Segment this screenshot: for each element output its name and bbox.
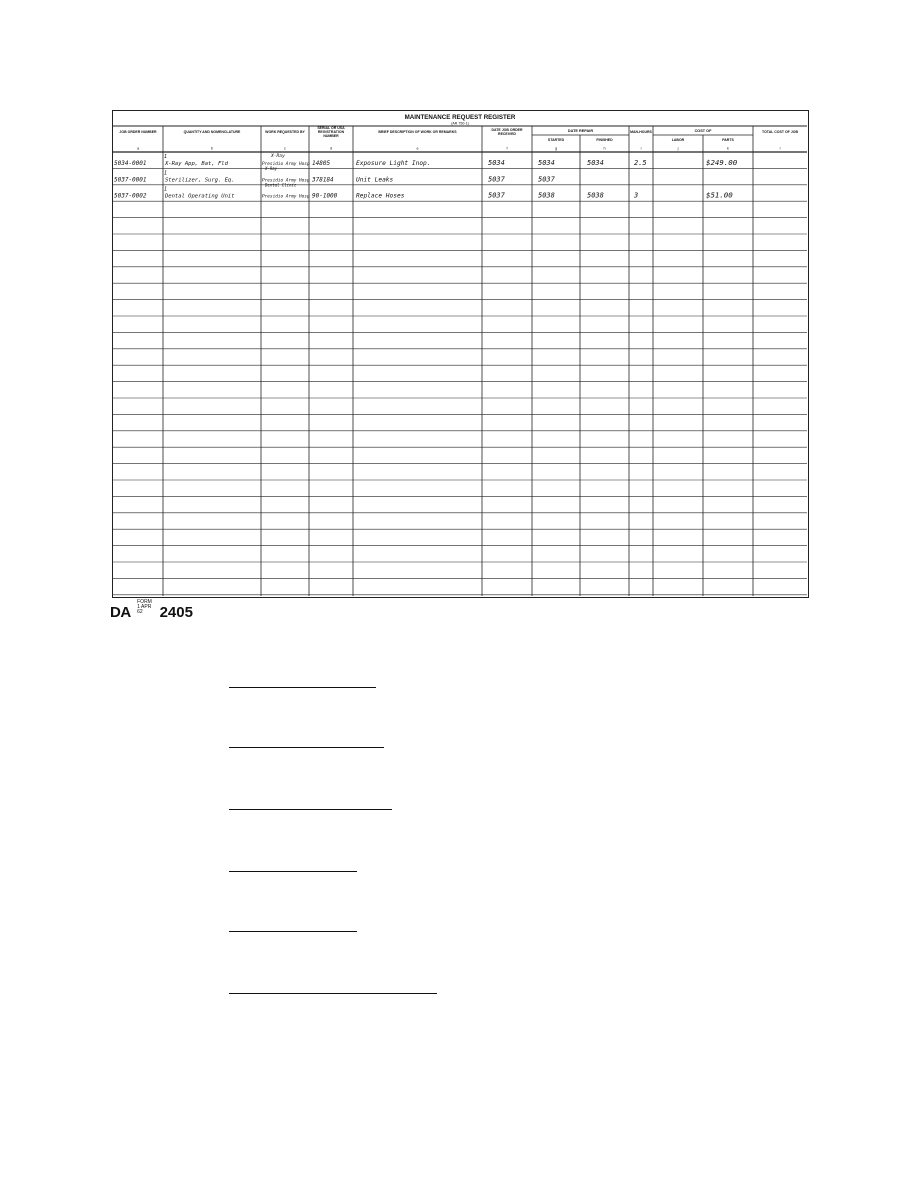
cell-requested-by: Presidio Army Hosp xyxy=(262,178,310,184)
cell-description: Exposure Light Inop. xyxy=(356,159,431,167)
cell-finished: 5038 xyxy=(587,191,604,200)
blank-line xyxy=(229,747,384,748)
cell-description: Replace Hoses xyxy=(356,192,405,200)
column-header-label: JOB ORDER NUMBER xyxy=(119,130,157,134)
cell-quantity: 1 xyxy=(164,186,168,193)
form-identifier xyxy=(110,600,193,622)
column-header-letter: a xyxy=(136,146,140,151)
column-header-letter: l xyxy=(779,146,781,151)
column-header-letter: d xyxy=(329,146,333,151)
cell-serial: 378184 xyxy=(312,176,334,184)
cell-nomenclature: Sterilizer, Surg. Eq. xyxy=(165,177,235,184)
cell-requested-by-note: X-Ray xyxy=(271,153,285,159)
cell-finished: 5034 xyxy=(587,158,604,167)
cell-description: Unit Leaks xyxy=(356,176,394,184)
blank-line xyxy=(229,931,357,932)
cell-nomenclature: Dental Operating Unit xyxy=(165,193,235,200)
register-grid xyxy=(113,111,807,596)
column-header-letter: j xyxy=(677,146,679,151)
form-title: MAINTENANCE REQUEST REGISTER xyxy=(404,114,516,121)
cell-requested-by-note: Dental Clinic xyxy=(265,182,297,188)
cell-job-order: 5034-0001 xyxy=(114,159,147,167)
blank-line xyxy=(229,871,357,872)
column-header-letter: f xyxy=(506,146,508,151)
column-header-label: STARTED xyxy=(547,138,565,142)
cell-requested-by-note: X-Ray xyxy=(265,165,278,171)
column-header-label: DATE JOB ORDER xyxy=(491,128,523,132)
form-da-label: DA xyxy=(110,604,131,621)
column-header-label: QUANTITY AND NOMENCLATURE xyxy=(183,130,241,134)
cell-received: 5037 xyxy=(488,191,505,200)
column-header-label: TOTAL COST OF JOB xyxy=(762,130,798,134)
blank-line xyxy=(229,687,376,688)
column-header-label: FINISHED xyxy=(596,138,613,142)
form-number: 2405 xyxy=(159,604,193,621)
maintenance-request-register-form xyxy=(112,110,809,598)
column-header-letter: i xyxy=(640,146,642,151)
column-header-label: SERIAL OR USA xyxy=(317,126,345,130)
cell-parts: $51.00 xyxy=(706,190,733,200)
cost-group-label: COST OF xyxy=(694,129,712,133)
cell-received: 5034 xyxy=(488,158,505,167)
cell-received: 5037 xyxy=(488,175,505,184)
column-header-letter: e xyxy=(416,146,419,151)
column-header-label: REGISTRATION xyxy=(317,130,345,134)
column-header-label: PARTS xyxy=(722,138,734,142)
form-subtitle: (AR 750-1) xyxy=(451,121,469,126)
column-header-label: MAN-HOURS xyxy=(630,130,652,134)
column-header-label: RECEIVED xyxy=(498,132,516,136)
cell-job-order: 5037-0001 xyxy=(114,176,147,184)
date-repair-group-label: DATE REPAIR xyxy=(567,129,594,133)
column-header-letter: c xyxy=(284,146,286,151)
cell-started: 5037 xyxy=(538,175,555,184)
column-header-letter: b xyxy=(210,146,214,151)
cell-started: 5034 xyxy=(538,158,555,167)
cell-started: 5038 xyxy=(538,191,555,200)
blank-line xyxy=(229,993,437,994)
form-word: FORM 1 APR 62 xyxy=(137,599,152,615)
cell-requested-by: Presidio Army Hosp xyxy=(262,161,310,167)
cell-man-hours: 2.5 xyxy=(634,158,647,167)
column-header-letter: k xyxy=(727,146,729,151)
cell-parts: $249.00 xyxy=(706,157,738,167)
blank-line xyxy=(229,809,392,810)
column-header-label: WORK REQUESTED BY xyxy=(265,130,305,134)
cell-nomenclature: X-Ray App, Bat, Fld xyxy=(165,160,228,167)
cell-requested-by: Presidio Army Hosp xyxy=(262,194,310,200)
column-header-letter: h xyxy=(603,146,606,151)
cell-serial: 14805 xyxy=(312,159,331,167)
cell-serial: 90-1000 xyxy=(312,192,338,200)
cell-man-hours: 3 xyxy=(634,191,639,200)
cell-quantity: 1 xyxy=(164,170,168,177)
column-header-label: NUMBER xyxy=(323,134,339,138)
cell-quantity: 1 xyxy=(164,153,168,160)
cell-job-order: 5037-0002 xyxy=(114,192,147,200)
column-header-label: BRIEF DESCRIPTION OF WORK OR REMARKS xyxy=(378,130,457,134)
column-header-label: LABOR xyxy=(671,138,685,142)
column-header-letter: g xyxy=(554,146,558,151)
